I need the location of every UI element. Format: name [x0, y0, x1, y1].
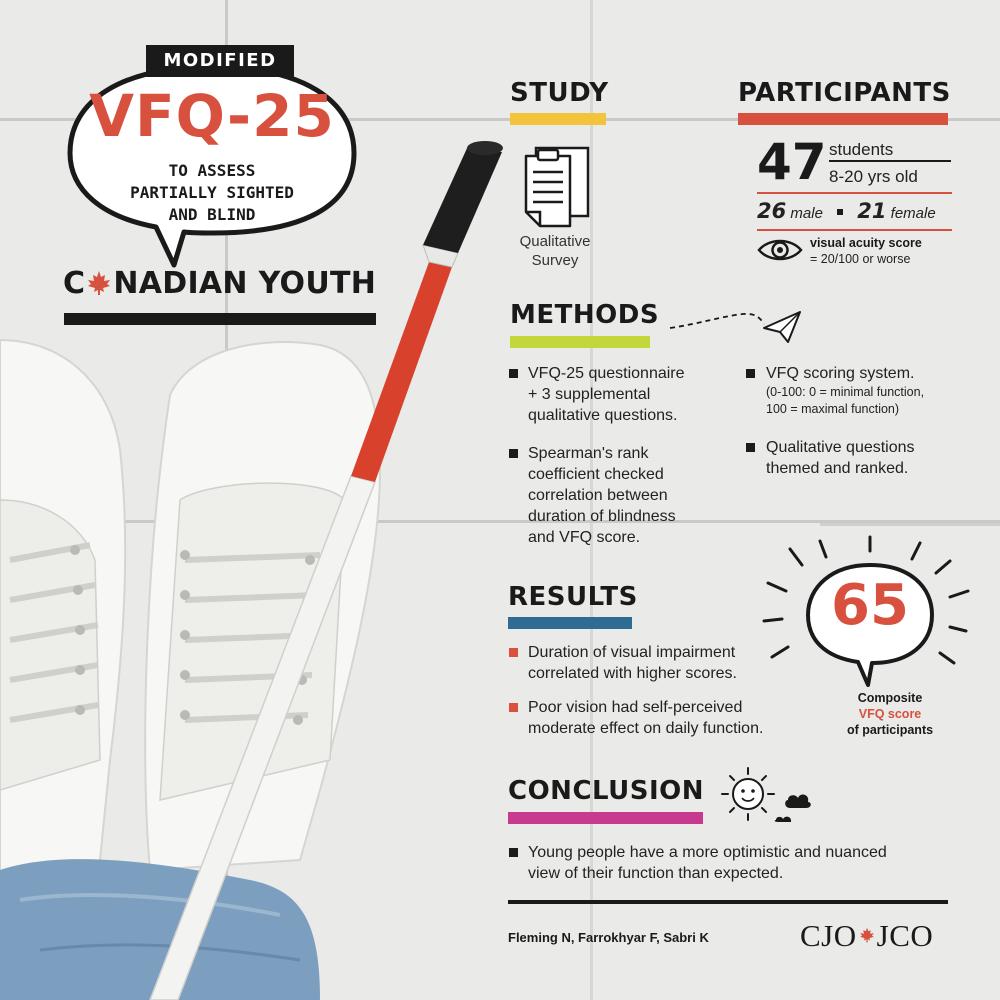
results-item [528, 642, 737, 684]
score-caption [820, 690, 960, 738]
study-label-line: Survey [531, 252, 579, 269]
study-label [490, 232, 620, 270]
youth-underline [64, 313, 376, 325]
paper-plane-icon [668, 306, 808, 346]
composite-score-value: 65 [831, 573, 909, 638]
methods-line: duration of blindness [528, 508, 676, 525]
male-label: male [790, 205, 823, 222]
methods-small-line: (0-100: 0 = minimal function, [766, 385, 925, 399]
conclusion-bar [508, 812, 703, 824]
methods-line: themed and ranked. [766, 460, 909, 477]
methods-bar [510, 336, 650, 348]
eye-icon [757, 237, 803, 263]
participant-ages: 8-20 yrs old [829, 167, 918, 186]
youth-suffix: NADIAN YOUTH [113, 266, 377, 301]
methods-bullet [746, 443, 755, 452]
conclusion-bullet [509, 848, 518, 857]
results-bullet [509, 703, 518, 712]
female-label: female [890, 205, 936, 222]
study-bar [510, 113, 606, 125]
footer-rule [508, 900, 948, 904]
methods-line: and VFQ score. [528, 529, 641, 546]
gender-split [757, 199, 936, 223]
results-bar [508, 617, 632, 629]
methods-line: VFQ scoring system. [766, 365, 915, 382]
results-bullet [509, 648, 518, 657]
methods-line: qualitative questions. [528, 407, 678, 424]
participant-count: 47 [757, 133, 827, 191]
maple-leaf-icon [859, 926, 875, 944]
methods-bullet [746, 369, 755, 378]
results-line: moderate effect on daily function. [528, 720, 764, 737]
vfq-title: VFQ-25 [89, 82, 335, 150]
methods-bullet [509, 369, 518, 378]
participants-bar [738, 113, 948, 125]
separator-square-icon [837, 209, 843, 215]
modified-label: MODIFIED [163, 50, 277, 71]
conclusion-text [528, 842, 887, 884]
methods-line: correlation between [528, 487, 668, 504]
participant-red-rule [757, 229, 952, 231]
results-line: correlated with higher scores. [528, 665, 737, 682]
canadian-youth-heading [63, 266, 376, 301]
results-heading: RESULTS [508, 582, 638, 612]
participant-unit: students [829, 140, 894, 159]
score-caption-line: VFQ score [858, 707, 922, 721]
score-caption-line: of participants [846, 723, 934, 737]
results-line: Duration of visual impairment [528, 644, 736, 661]
methods-line: + 3 supplemental [528, 386, 651, 403]
methods-line: VFQ-25 questionnaire [528, 365, 685, 382]
logo-right: JCO [876, 918, 934, 953]
methods-item [528, 363, 685, 426]
participant-red-rule [757, 192, 952, 194]
methods-small-line: 100 = maximal function) [766, 402, 900, 416]
methods-line: Qualitative questions [766, 439, 915, 456]
score-caption-line: Composite [857, 691, 923, 705]
acuity-value: = 20/100 or worse [810, 252, 911, 266]
journal-logo [800, 918, 933, 954]
conclusion-line: Young people have a more optimistic and nuanced [528, 844, 887, 861]
acuity-label: visual acuity score [810, 236, 922, 250]
methods-heading: METHODS [510, 300, 660, 330]
study-heading: STUDY [510, 78, 609, 108]
methods-line: coefficient checked [528, 466, 664, 483]
methods-item [766, 437, 915, 479]
title-subtitle [62, 160, 362, 226]
sun-icon [718, 764, 818, 826]
conclusion-heading: CONCLUSION [508, 776, 705, 806]
logo-left: CJO [800, 918, 857, 953]
results-item [528, 697, 763, 739]
conclusion-line: view of their function than expected. [528, 865, 784, 882]
authors: Fleming N, Farrokhyar F, Sabri K [508, 930, 709, 945]
subtitle-line: AND BLIND [168, 205, 256, 224]
methods-line: Spearman's rank [528, 445, 649, 462]
subtitle-line: TO ASSESS [168, 161, 256, 180]
participant-divider [829, 160, 951, 162]
study-label-line: Qualitative [519, 233, 591, 250]
maple-leaf-icon [86, 270, 112, 296]
subtitle-line: PARTIALLY SIGHTED [130, 183, 294, 202]
methods-item [528, 443, 676, 548]
methods-bullet [509, 449, 518, 458]
female-count: 21 [857, 199, 887, 223]
results-line: Poor vision had self-perceived [528, 699, 743, 716]
male-count: 26 [757, 199, 787, 223]
youth-prefix: C [63, 266, 86, 301]
methods-item [766, 363, 924, 418]
participants-heading: PARTICIPANTS [738, 78, 951, 108]
clipboard-survey-icon [520, 138, 592, 230]
